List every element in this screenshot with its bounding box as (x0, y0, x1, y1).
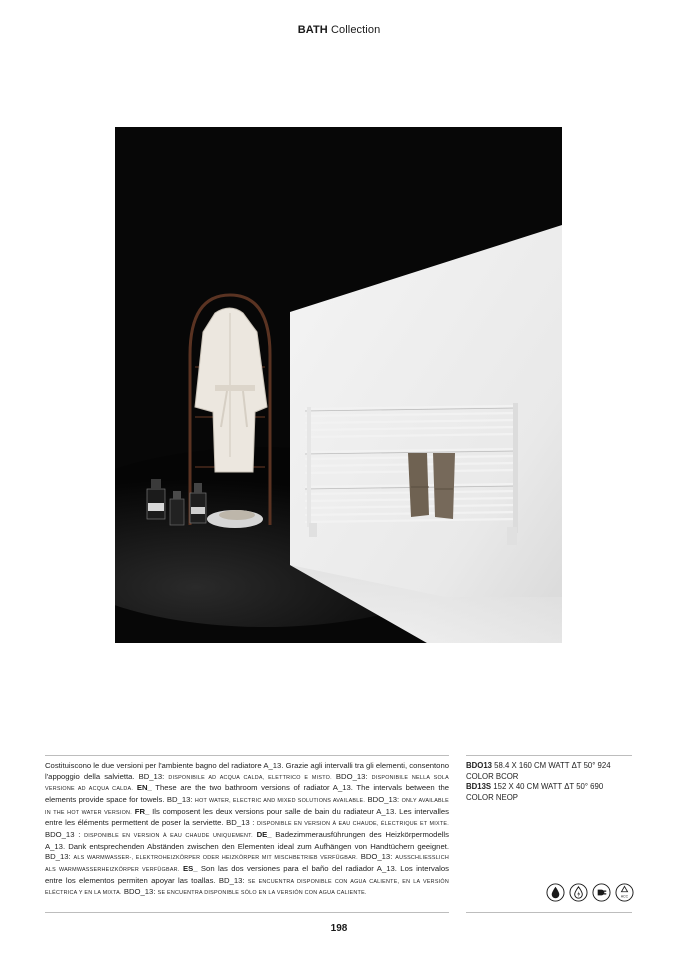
language-marker: ES_ (182, 863, 198, 873)
description-text: BDO_13: (357, 852, 396, 862)
description-text: BDO_13 : (45, 829, 85, 839)
description-text: SE ENCUENTRA DISPONIBLE SÓLO EN LA VERSIÓN CON AGUA CALIENTE. (157, 890, 367, 897)
description-text: BDO_13: (331, 771, 372, 781)
description-text: BDO_13: (121, 887, 158, 897)
description-text: Costituiscono le due versioni per l'ambiente bagno del radiatore A_13. Grazie agli intervalli tra gli elementi, consentono l'appoggio della salvietta. BD_13: (45, 761, 449, 781)
spec-line (466, 772, 636, 783)
spec-line (466, 761, 636, 772)
description-text: BDO_13: (365, 794, 402, 804)
description-text: DISPONIBILE NELLA SOLA VERSIONE AD ACQUA CALDA. (45, 774, 449, 793)
water-drop-icon (546, 883, 565, 902)
language-marker: DE_ (256, 829, 272, 839)
acc-icon (615, 883, 634, 902)
spec-text: 152 X 40 CM WATT ΔT 50° 690 (491, 782, 604, 792)
specs-bottom-rule (466, 912, 632, 913)
description-text: Son las dos versiones para el baño del radiador A_13. Los intervalos entre los elementos permiten apoyar las toallas. BD_13: (45, 863, 449, 885)
product-specs (466, 761, 636, 803)
spec-text: COLOR NEOP (466, 792, 518, 802)
page-header (0, 24, 678, 36)
product-description (45, 761, 449, 899)
spec-code: BD13S (466, 782, 492, 792)
description-text: HOT WATER, ELECTRIC AND MIXED SOLUTIONS AVAILABLE. (194, 797, 366, 804)
acc-icon-label: ACC (620, 894, 629, 899)
spec-line (466, 793, 636, 804)
description-text: DISPONIBLE EN VERSION À EAU CHAUDE UNIQUEMENT. (84, 832, 253, 839)
description-text: SE ENCUENTRA DISPONIBLE CON AGUA CALIENTE, EN LA VERSIÓN ELÉCTRICA Y EN LA MIXTA. (45, 878, 449, 897)
description-text: DISPONIBILE AD ACQUA CALDA, ELETTRICO E MISTO. (168, 774, 332, 781)
description-text: ONLY AVAILABLE IN THE HOT WATER VERSION. (45, 797, 449, 816)
language-marker: EN_ (136, 783, 152, 793)
description-text: ALS WARMWASSER-, ELEKTROHEIZKÖRPER ODER HEIZKÖRPER MIT MISCHBETRIEB VERFÜGBAR. (73, 855, 358, 862)
description-text: Ils composent les deux versions pour salle de bain du radiateur A_13. Les intervalles entre les éléments permettent de poser la serviette. BD_13 : (45, 806, 449, 828)
description-bottom-rule (45, 912, 449, 913)
header-collection: Collection (330, 24, 381, 36)
page-number: 198 (330, 923, 348, 934)
spec-code: BDO13 (466, 761, 492, 770)
spec-line (466, 782, 636, 793)
description-text: These are the two bathroom versions of radiator A_13. The intervals between the elements provide space for towels. BD_13: (45, 783, 450, 804)
description-text: AUSSCHLIESSLICH ALS WARMWASSERHEIZKÖRPER VERFÜGBAR. (45, 855, 450, 873)
spec-text: 58.4 X 160 CM WATT ΔT 50° 924 (492, 761, 611, 770)
description-top-rule (45, 755, 449, 756)
description-text: Badezimmerausführungen des Heizkörpermodells A_13. Dank entsprechenden Abständen zwischen den Elementen ideal zum Aufhängen von Handtüchern geeignet. BD_13: (45, 829, 449, 862)
header-brand: BATH (297, 24, 328, 36)
specs-top-rule (466, 755, 632, 756)
feature-icons (546, 883, 636, 903)
electric-plug-icon (592, 883, 611, 902)
product-photo (115, 127, 562, 643)
mixed-water-icon (569, 883, 588, 902)
description-text: DISPONIBLE EN VERSION À EAU CHAUDE, ÉLECTRIQUE ET MIXTE. (256, 821, 449, 828)
spec-text: COLOR BCOR (466, 771, 519, 781)
language-marker: FR_ (134, 806, 150, 816)
